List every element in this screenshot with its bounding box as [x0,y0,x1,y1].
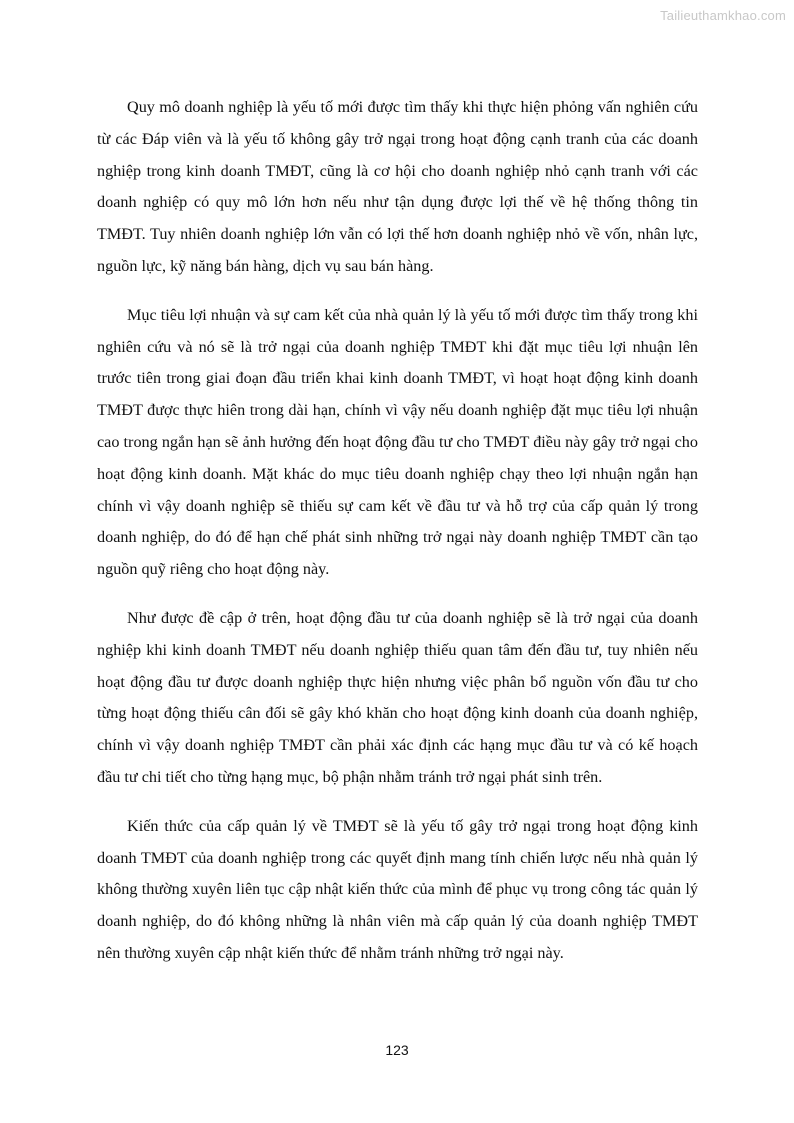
paragraph-investment: Như được đề cập ở trên, hoạt động đầu tư của doanh nghiệp sẽ là trở ngại của doanh nghiệp khi kinh doanh TMĐT nếu doanh nghiệp thiếu quan tâm đến đầu tư, tuy nhiên nếu hoạt động đầu tư được doanh nghiệp thực hiện nhưng việc phân bổ nguồn vốn đầu tư cho từng hoạt động thiếu cân đối sẽ gây khó khăn cho hoạt động kinh doanh của doanh nghiệp, chính vì vậy doanh nghiệp TMĐT cần phải xác định các hạng mục đầu tư và có kế hoạch đầu tư chi tiết cho từng hạng mục, bộ phận nhằm tránh trở ngại phát sinh trên. [97,608,698,786]
paragraph-profit-goal: Mục tiêu lợi nhuận và sự cam kết của nhà quản lý là yếu tố mới được tìm thấy trong khi nghiên cứu và nó sẽ là trở ngại của doanh nghiệp TMĐT khi đặt mục tiêu lợi nhuận lên trước tiên trong giai đoạn đầu triển khai kinh doanh TMĐT, vì hoạt hoạt động kinh doanh TMĐT được thực hiên trong dài hạn, chính vì vậy nếu doanh nghiệp đặt mục tiêu lợi nhuận cao trong ngắn hạn sẽ ảnh hưởng đến hoạt động đầu tư cho TMĐT điều này gây trở ngại cho hoạt động kinh doanh. Mặt khác do mục tiêu doanh nghiệp chạy theo lợi nhuận ngắn hạn chính vì vậy doanh nghiệp sẽ thiếu sự cam kết về đầu tư và hỗ trợ của cấp quản lý trong doanh nghiệp, do đó để hạn chế phát sinh những trở ngại này doanh nghiệp TMĐT cần tạo nguồn quỹ riêng cho hoạt động này. [97,305,698,579]
paragraph-manager-knowledge: Kiến thức của cấp quản lý về TMĐT sẽ là yếu tố gây trở ngại trong hoạt động kinh doanh TMĐT của doanh nghiệp trong các quyết định mang tính chiến lược nếu nhà quản lý không thường xuyên liên tục cập nhật kiến thức của mình để phục vụ trong công tác quản lý doanh nghiệp, do đó không những là nhân viên mà cấp quản lý của doanh nghiệp TMĐT nên thường xuyên cập nhật kiến thức để nhằm tránh những trở ngại này. [97,816,698,962]
watermark-text: Tailieuthamkhao.com [660,8,786,23]
document-body [97,92,698,987]
page-number: 123 [385,1042,409,1058]
paragraph-company-size: Quy mô doanh nghiệp là yếu tố mới được tìm thấy khi thực hiện phỏng vấn nghiên cứu từ các Đáp viên và là yếu tố không gây trở ngại trong hoạt động cạnh tranh của các doanh nghiệp trong kinh doanh TMĐT, cũng là cơ hội cho doanh nghiệp nhỏ cạnh tranh với các doanh nghiệp có quy mô lớn hơn nếu như tận dụng được lợi thế về hệ thống thông tin TMĐT. Tuy nhiên doanh nghiệp lớn vẫn có lợi thế hơn doanh nghiệp nhỏ về vốn, nhân lực, nguồn lực, kỹ năng bán hàng, dịch vụ sau bán hàng. [97,98,698,275]
